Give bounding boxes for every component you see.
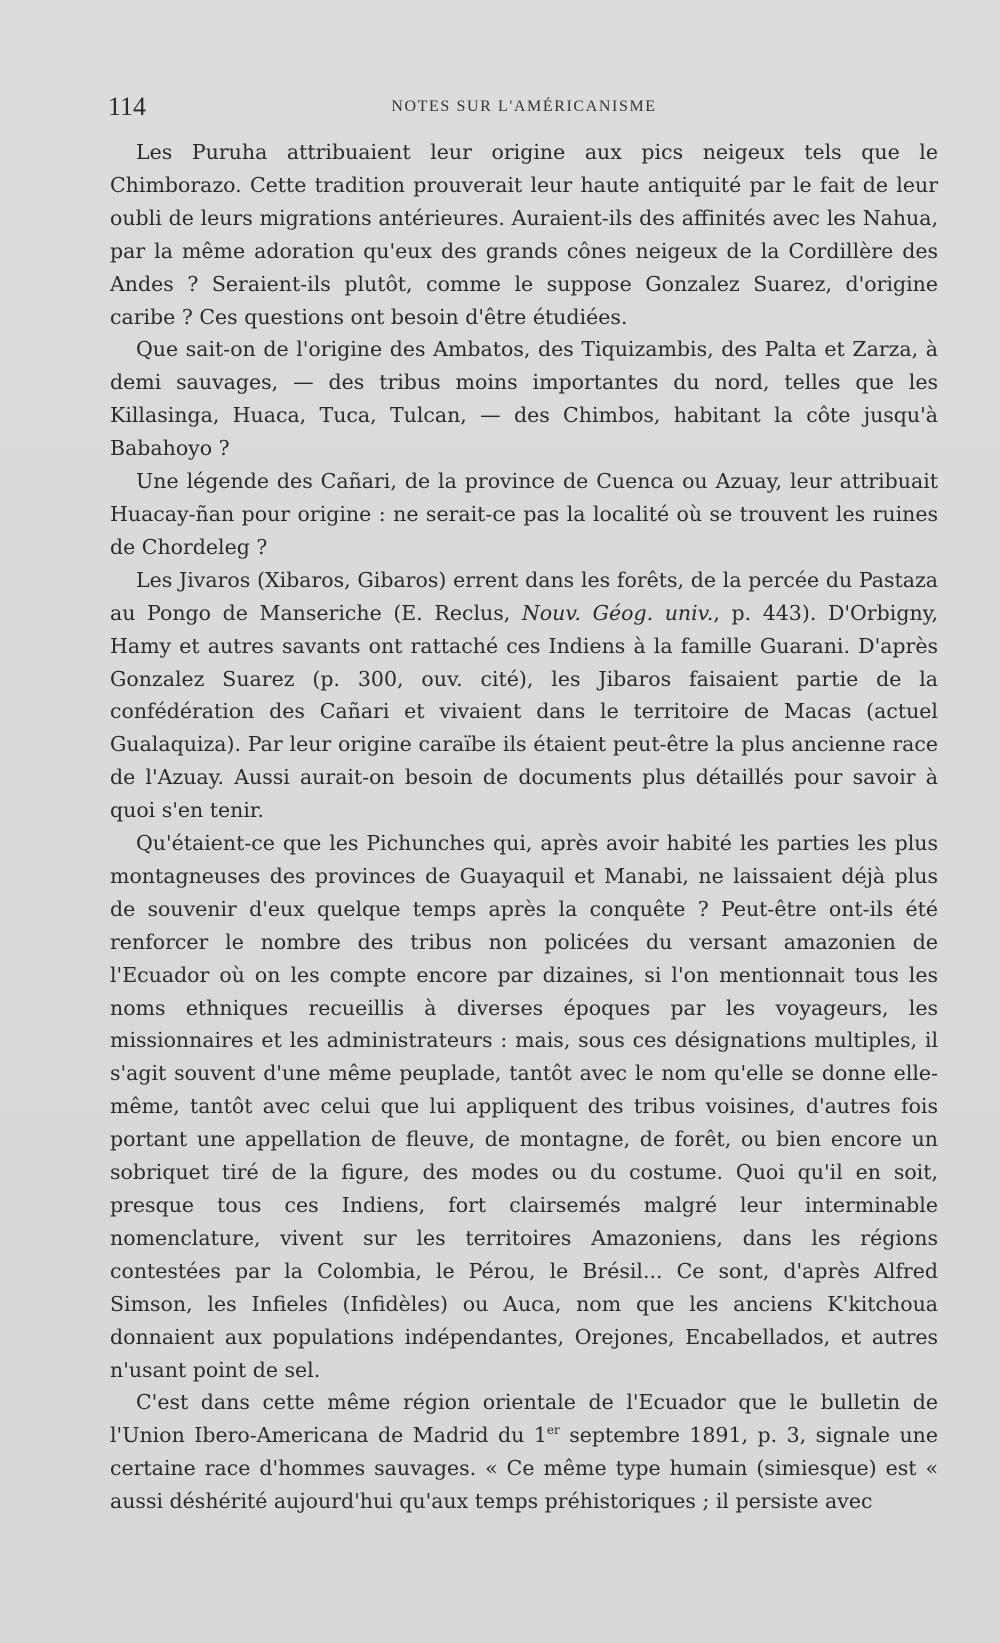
paragraph-jivaros-text-start: Les Jivaros (Xibaros, Gibaros) errent dans les forêts, de la percée du Pastaza au Pongo de Manseriche (E. Reclus, <box>110 567 938 625</box>
page-body <box>110 136 938 1518</box>
running-title: NOTES SUR L'AMÉRICANISME <box>391 98 657 115</box>
page-number: 114 <box>108 92 147 121</box>
paragraph-pichunches: Qu'étaient-ce que les Pichunches qui, après avoir habité les parties les plus montagneuses des provinces de Guayaquil et Manabi, ne laissaient déjà plus de souvenir d'eux quelque temps après la conquête ? Peut-être ont-ils été renforcer le nombre des tribus non policées du versant amazonien de l'Ecuador où on les compte encore par dizaines, si l'on mentionnait tous les noms ethniques recueillis à diverses époques par les voyageurs, les missionnaires et les administrateurs : mais, sous ces désignations multiples, il s'agit souvent d'une même peuplade, tantôt avec le nom qu'elle se donne elle-même, tantôt avec celui que lui appliquent des tribus voisines, d'autres fois portant une appellation de fleuve, de montagne, de forêt, ou bien encore un sobriquet tiré de la figure, des modes ou du costume. Quoi qu'il en soit, presque tous ces Indiens, fort clairsemés malgré leur interminable nomenclature, vivent sur les territoires Amazoniens, dans les régions contestées par la Colombia, le Pérou, le Brésil... Ce sont, d'après Alfred Simson, les Infieles (Infidèles) ou Auca, nom que les anciens K'kitchoua donnaient aux populations indépendantes, Orejones, Encabellados, et autres n'usant point de sel. <box>110 831 938 1382</box>
citation-italic: Nouv. Géog. univ. <box>521 600 714 625</box>
paragraph-puruha: Les Puruha attribuaient leur origine aux pics neigeux tels que le Chimborazo. Cette tradition prouverait leur haute antiquité par le fait de leur oubli de leurs migrations antérieures. Auraient-ils des affinités avec les Nahua, par la même adoration qu'eux des grands cônes neigeux de la Cordillère des Andes ? Seraient-ils plutôt, comme le suppose Gonzalez Suarez, d'origine caribe ? Ces questions ont besoin d'être étudiées. <box>110 140 938 329</box>
paragraph-canari: Une légende des Cañari, de la province de Cuenca ou Azuay, leur attribuait Huacay-ñan pour origine : ne serait-ce pas la localité où se trouvent les ruines de Chordeleg ? <box>110 469 938 559</box>
paragraph-jivaros-text-end: , p. 443). D'Orbigny, Hamy et autres savants ont rattaché ces Indiens à la famille Guarani. D'après Gonzalez Suarez (p. 300, ouv. cité), les Jibaros faisaient partie de la confédération des Cañari et vivaient dans le territoire de Macas (actuel Gualaquiza). Par leur origine caraïbe ils étaient peut-être la plus ancienne race de l'Azuay. Aussi aurait-on besoin de documents plus détaillés pour savoir à quoi s'en tenir. <box>110 600 939 823</box>
paragraph-ambatos: Que sait-on de l'origine des Ambatos, des Tiquizambis, des Palta et Zarza, à demi sauvages, — des tribus moins importantes du nord, telles que les Killasinga, Huaca, Tuca, Tulcan, — des Chimbos, habitant la côte jusqu'à Babahoyo ? <box>110 337 938 461</box>
paragraph-jivaros <box>110 564 938 827</box>
paragraph-union-text-start: C'est dans cette même région orientale de l'Ecuador que le bulletin de l'Union Ibero-Americana de Madrid du 1 <box>110 1390 938 1448</box>
ordinal-superscript: er <box>546 1423 560 1438</box>
page-header <box>108 92 940 122</box>
paragraph-union-text-end: septembre 1891, p. 3, signale une certaine race d'hommes sauvages. « Ce même type humain (simiesque) est « aussi déshérité aujourd'hui qu'aux temps préhistoriques ; il persiste avec <box>110 1423 938 1514</box>
paragraph-union-ibero <box>110 1386 938 1518</box>
